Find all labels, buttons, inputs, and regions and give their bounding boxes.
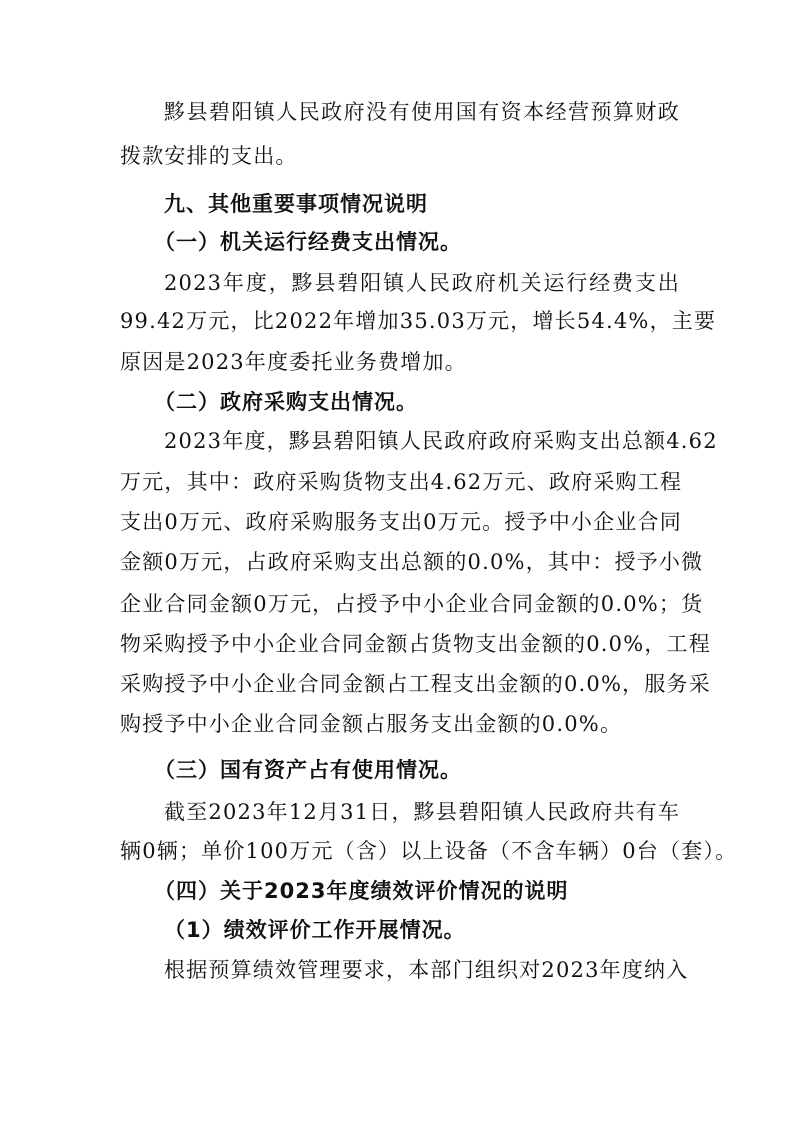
paragraph-line: 2023年度，黟县碧阳镇人民政府政府采购支出总额4.62 xyxy=(164,429,718,453)
paragraph-line: 支出0万元、政府采购服务支出0万元。授予中小企业合同 xyxy=(120,510,682,534)
paragraph-line: 万元，其中：政府采购货物支出4.62万元、政府采购工程 xyxy=(120,470,683,494)
paragraph-line: 原因是2023年度委托业务费增加。 xyxy=(120,350,467,374)
subsection-heading: （1）绩效评价工作开展情况。 xyxy=(164,918,466,942)
paragraph-line: 购授予中小企业合同金额占服务支出金额的0.0%。 xyxy=(120,712,623,736)
paragraph-line: 企业合同金额0万元，占授予中小企业合同金额的0.0%；货 xyxy=(120,592,704,616)
subsection-heading: （二）政府采购支出情况。 xyxy=(154,390,418,414)
section-heading: 九、其他重要事项情况说明 xyxy=(164,192,428,216)
paragraph-line: 辆0辆；单价100万元（含）以上设备（不含车辆）0台（套）。 xyxy=(120,839,738,863)
paragraph-line: 截至2023年12月31日，黟县碧阳镇人民政府共有车 xyxy=(164,800,681,824)
paragraph-line: 99.42万元，比2022年增加35.03万元，增长54.4%，主要 xyxy=(120,309,717,333)
paragraph-line: 采购授予中小企业合同金额占工程支出金额的0.0%，服务采 xyxy=(120,672,711,696)
paragraph-line: 物采购授予中小企业合同金额占货物支出金额的0.0%，工程 xyxy=(120,632,711,656)
paragraph-line: 2023年度，黟县碧阳镇人民政府机关运行经费支出 xyxy=(164,271,680,295)
paragraph-line: 根据预算绩效管理要求，本部门组织对2023年度纳入 xyxy=(164,958,689,982)
paragraph-line: 金额0万元，占政府采购支出总额的0.0%，其中：授予小微 xyxy=(120,550,704,574)
paragraph-line: 拨款安排的支出。 xyxy=(120,144,298,168)
paragraph-line: 黟县碧阳镇人民政府没有使用国有资本经营预算财政 xyxy=(164,100,680,124)
subsection-heading: （一）机关运行经费支出情况。 xyxy=(154,230,462,254)
subsection-heading: （三）国有资产占有使用情况。 xyxy=(154,758,462,782)
subsection-heading: （四）关于2023年度绩效评价情况的说明 xyxy=(154,879,569,903)
